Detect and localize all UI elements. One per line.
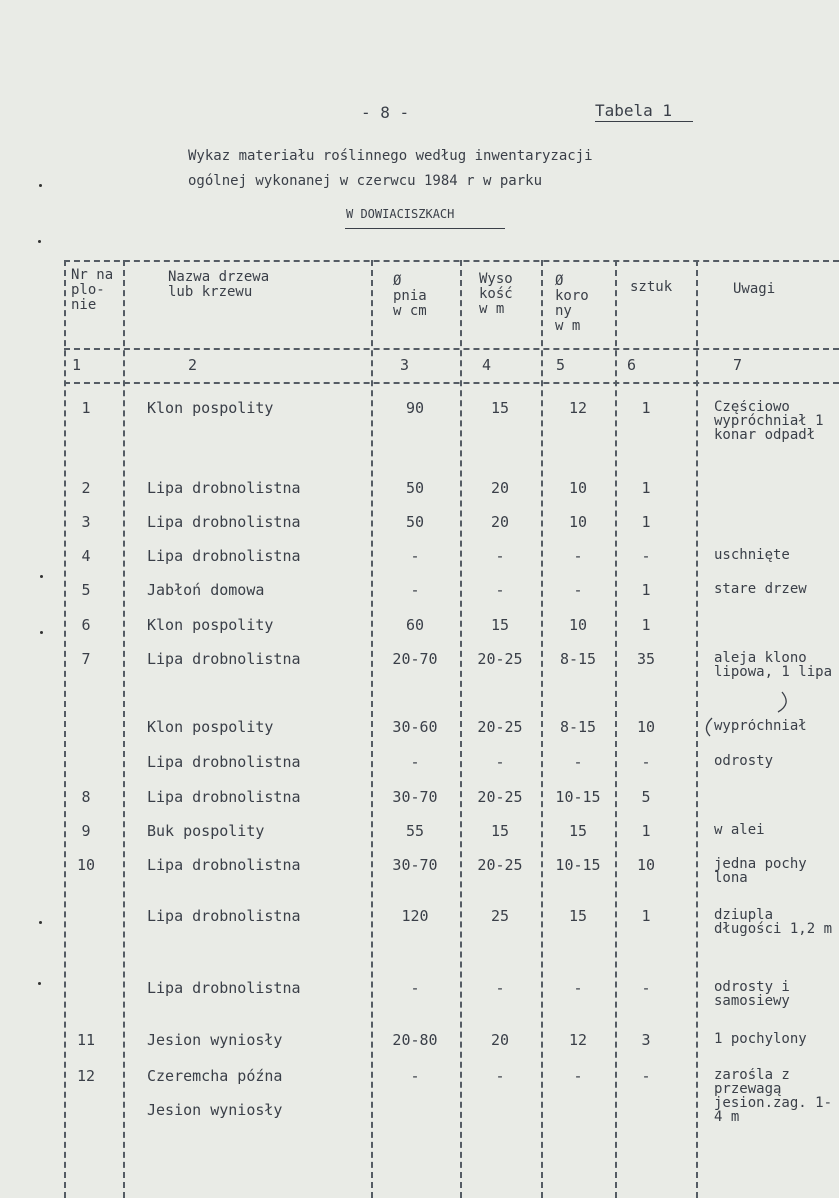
cell-count: 1 <box>641 907 651 925</box>
cell-trunk-diameter: 20-70 <box>392 650 438 668</box>
cell-name: Czeremcha późna <box>147 1067 283 1085</box>
cell-name: Klon pospolity <box>147 399 274 417</box>
cell-crown-diameter: - <box>573 581 583 599</box>
cell-crown-diameter: - <box>573 547 583 565</box>
cell-name: Lipa drobnolistna <box>147 788 301 806</box>
cell-crown-diameter: 15 <box>568 822 588 840</box>
document-title-line-1: Wykaz materiału roślinnego według inwentaryzacji <box>188 148 593 164</box>
cell-height: 20-25 <box>477 650 523 668</box>
cell-remarks: uschnięte <box>714 548 790 562</box>
column-header-count: sztuk <box>630 279 673 295</box>
cell-name: Lipa drobnolistna <box>147 547 301 565</box>
table-label-underline <box>595 121 693 122</box>
cell-height: 20-25 <box>477 718 523 736</box>
cell-name: Klon pospolity <box>147 616 274 634</box>
cell-height: 15 <box>490 399 510 417</box>
cell-trunk-diameter: - <box>410 979 420 997</box>
cell-remarks: odrosty i samosiewy <box>714 980 790 1008</box>
cell-count: - <box>641 1067 651 1085</box>
cell-crown-diameter: 10-15 <box>555 788 601 806</box>
column-divider <box>371 260 373 1198</box>
column-number: 4 <box>482 356 492 374</box>
column-number-separator <box>64 382 839 384</box>
cell-count: 5 <box>641 788 651 806</box>
cell-nr: 6 <box>81 616 91 634</box>
cell-count: - <box>641 979 651 997</box>
cell-name: Jabłoń domowa <box>147 581 265 599</box>
cell-nr: 9 <box>81 822 91 840</box>
cell-count: 1 <box>641 513 651 531</box>
cell-height: 20 <box>490 1031 510 1049</box>
cell-crown-diameter: 10 <box>568 513 588 531</box>
cell-trunk-diameter: - <box>410 753 420 771</box>
cell-remarks: zarośla z przewagą jesion.zag. 1-4 m <box>714 1068 833 1124</box>
column-divider <box>541 260 543 1198</box>
cell-height: - <box>495 753 505 771</box>
column-header-crown-diameter: Ø koro ny w m <box>555 273 589 334</box>
cell-count: - <box>641 753 651 771</box>
cell-name: Lipa drobnolistna <box>147 979 301 997</box>
cell-name: Jesion wyniosły <box>147 1101 283 1119</box>
cell-crown-diameter: 12 <box>568 1031 588 1049</box>
cell-count: - <box>641 547 651 565</box>
cell-count: 3 <box>641 1031 651 1049</box>
header-separator <box>64 348 839 350</box>
cell-remarks: w alei <box>714 823 765 837</box>
cell-remarks: stare drzew <box>714 582 807 596</box>
cell-crown-diameter: - <box>573 979 583 997</box>
cell-height: 15 <box>490 822 510 840</box>
cell-height: 20 <box>490 479 510 497</box>
document-title-line-3: W DOWIACISZKACH <box>346 207 455 221</box>
cell-crown-diameter: 8-15 <box>559 718 597 736</box>
cell-nr: 7 <box>81 650 91 668</box>
column-divider <box>460 260 462 1198</box>
cell-height: - <box>495 979 505 997</box>
cell-name: Lipa drobnolistna <box>147 479 301 497</box>
cell-name: Lipa drobnolistna <box>147 856 301 874</box>
cell-height: 15 <box>490 616 510 634</box>
margin-mark <box>39 921 42 924</box>
cell-height: - <box>495 1067 505 1085</box>
cell-count: 10 <box>636 856 656 874</box>
column-header-remarks: Uwagi <box>733 281 776 297</box>
column-divider <box>696 260 698 1198</box>
cell-nr: 5 <box>81 581 91 599</box>
cell-crown-diameter: 8-15 <box>559 650 597 668</box>
column-header-trunk-diameter: Ø pnia w cm <box>393 273 427 319</box>
cell-name: Lipa drobnolistna <box>147 650 301 668</box>
cell-remarks: aleja klono lipowa, 1 lipa <box>714 651 833 679</box>
cell-trunk-diameter: 90 <box>405 399 425 417</box>
cell-trunk-diameter: - <box>410 547 420 565</box>
cell-height: - <box>495 581 505 599</box>
cell-crown-diameter: - <box>573 753 583 771</box>
cell-height: - <box>495 547 505 565</box>
cell-crown-diameter: 10 <box>568 616 588 634</box>
column-header-name: Nazwa drzewa lub krzewu <box>168 269 270 300</box>
cell-count: 1 <box>641 581 651 599</box>
cell-name: Jesion wyniosły <box>147 1031 283 1049</box>
cell-height: 20-25 <box>477 788 523 806</box>
cell-count: 1 <box>641 399 651 417</box>
cell-remarks: wypróchniał <box>714 719 807 733</box>
cell-height: 20 <box>490 513 510 531</box>
cell-nr: 3 <box>81 513 91 531</box>
column-divider <box>123 260 125 1198</box>
page-number: - 8 - <box>361 103 410 122</box>
cell-nr: 12 <box>76 1067 96 1085</box>
column-number: 3 <box>400 356 410 374</box>
table-top-border <box>64 260 839 262</box>
cell-trunk-diameter: 30-60 <box>392 718 438 736</box>
cell-name: Lipa drobnolistna <box>147 907 301 925</box>
column-number: 7 <box>733 356 743 374</box>
cell-name: Klon pospolity <box>147 718 274 736</box>
cell-remarks: jedna pochy lona <box>714 857 807 885</box>
cell-crown-diameter: - <box>573 1067 583 1085</box>
table-label: Tabela 1 <box>595 101 673 120</box>
cell-height: 20-25 <box>477 856 523 874</box>
margin-mark <box>39 184 42 187</box>
cell-trunk-diameter: - <box>410 1067 420 1085</box>
cell-name: Lipa drobnolistna <box>147 513 301 531</box>
cell-remarks: Częściowo wypróchniał 1 konar odpadł <box>714 400 824 442</box>
cell-remarks: odrosty <box>714 754 774 768</box>
cell-count: 1 <box>641 822 651 840</box>
cell-nr: 10 <box>76 856 96 874</box>
title-underline <box>345 228 505 229</box>
cell-crown-diameter: 12 <box>568 399 588 417</box>
column-header-nr: Nr na plo- nie <box>71 267 114 313</box>
cell-count: 1 <box>641 616 651 634</box>
cell-name: Lipa drobnolistna <box>147 753 301 771</box>
cell-nr: 2 <box>81 479 91 497</box>
document-title-line-2: ogólnej wykonanej w czerwcu 1984 r w parku <box>188 173 543 189</box>
cell-remarks: 1 pochylony <box>714 1032 807 1046</box>
cell-nr: 11 <box>76 1031 96 1049</box>
margin-mark <box>40 575 43 578</box>
cell-count: 35 <box>636 650 656 668</box>
cell-height: 25 <box>490 907 510 925</box>
cell-trunk-diameter: - <box>410 581 420 599</box>
column-number: 6 <box>627 356 637 374</box>
cell-crown-diameter: 15 <box>568 907 588 925</box>
column-number: 5 <box>556 356 566 374</box>
column-header-height: Wyso kość w m <box>479 271 513 317</box>
cell-trunk-diameter: 55 <box>405 822 425 840</box>
cell-trunk-diameter: 20-80 <box>392 1031 438 1049</box>
cell-trunk-diameter: 50 <box>405 513 425 531</box>
cell-trunk-diameter: 120 <box>401 907 429 925</box>
column-number: 2 <box>188 356 198 374</box>
cell-nr: 1 <box>81 399 91 417</box>
cell-trunk-diameter: 50 <box>405 479 425 497</box>
margin-mark <box>38 982 41 985</box>
handwritten-bracket <box>700 688 800 738</box>
column-number: 1 <box>72 356 82 374</box>
cell-trunk-diameter: 60 <box>405 616 425 634</box>
cell-nr: 4 <box>81 547 91 565</box>
cell-nr: 8 <box>81 788 91 806</box>
column-divider <box>615 260 617 1198</box>
cell-name: Buk pospolity <box>147 822 265 840</box>
cell-crown-diameter: 10 <box>568 479 588 497</box>
cell-count: 10 <box>636 718 656 736</box>
margin-mark <box>40 631 43 634</box>
margin-mark <box>38 240 41 243</box>
cell-remarks: dziupla długości 1,2 m <box>714 908 833 936</box>
cell-count: 1 <box>641 479 651 497</box>
cell-trunk-diameter: 30-70 <box>392 856 438 874</box>
cell-trunk-diameter: 30-70 <box>392 788 438 806</box>
cell-crown-diameter: 10-15 <box>555 856 601 874</box>
